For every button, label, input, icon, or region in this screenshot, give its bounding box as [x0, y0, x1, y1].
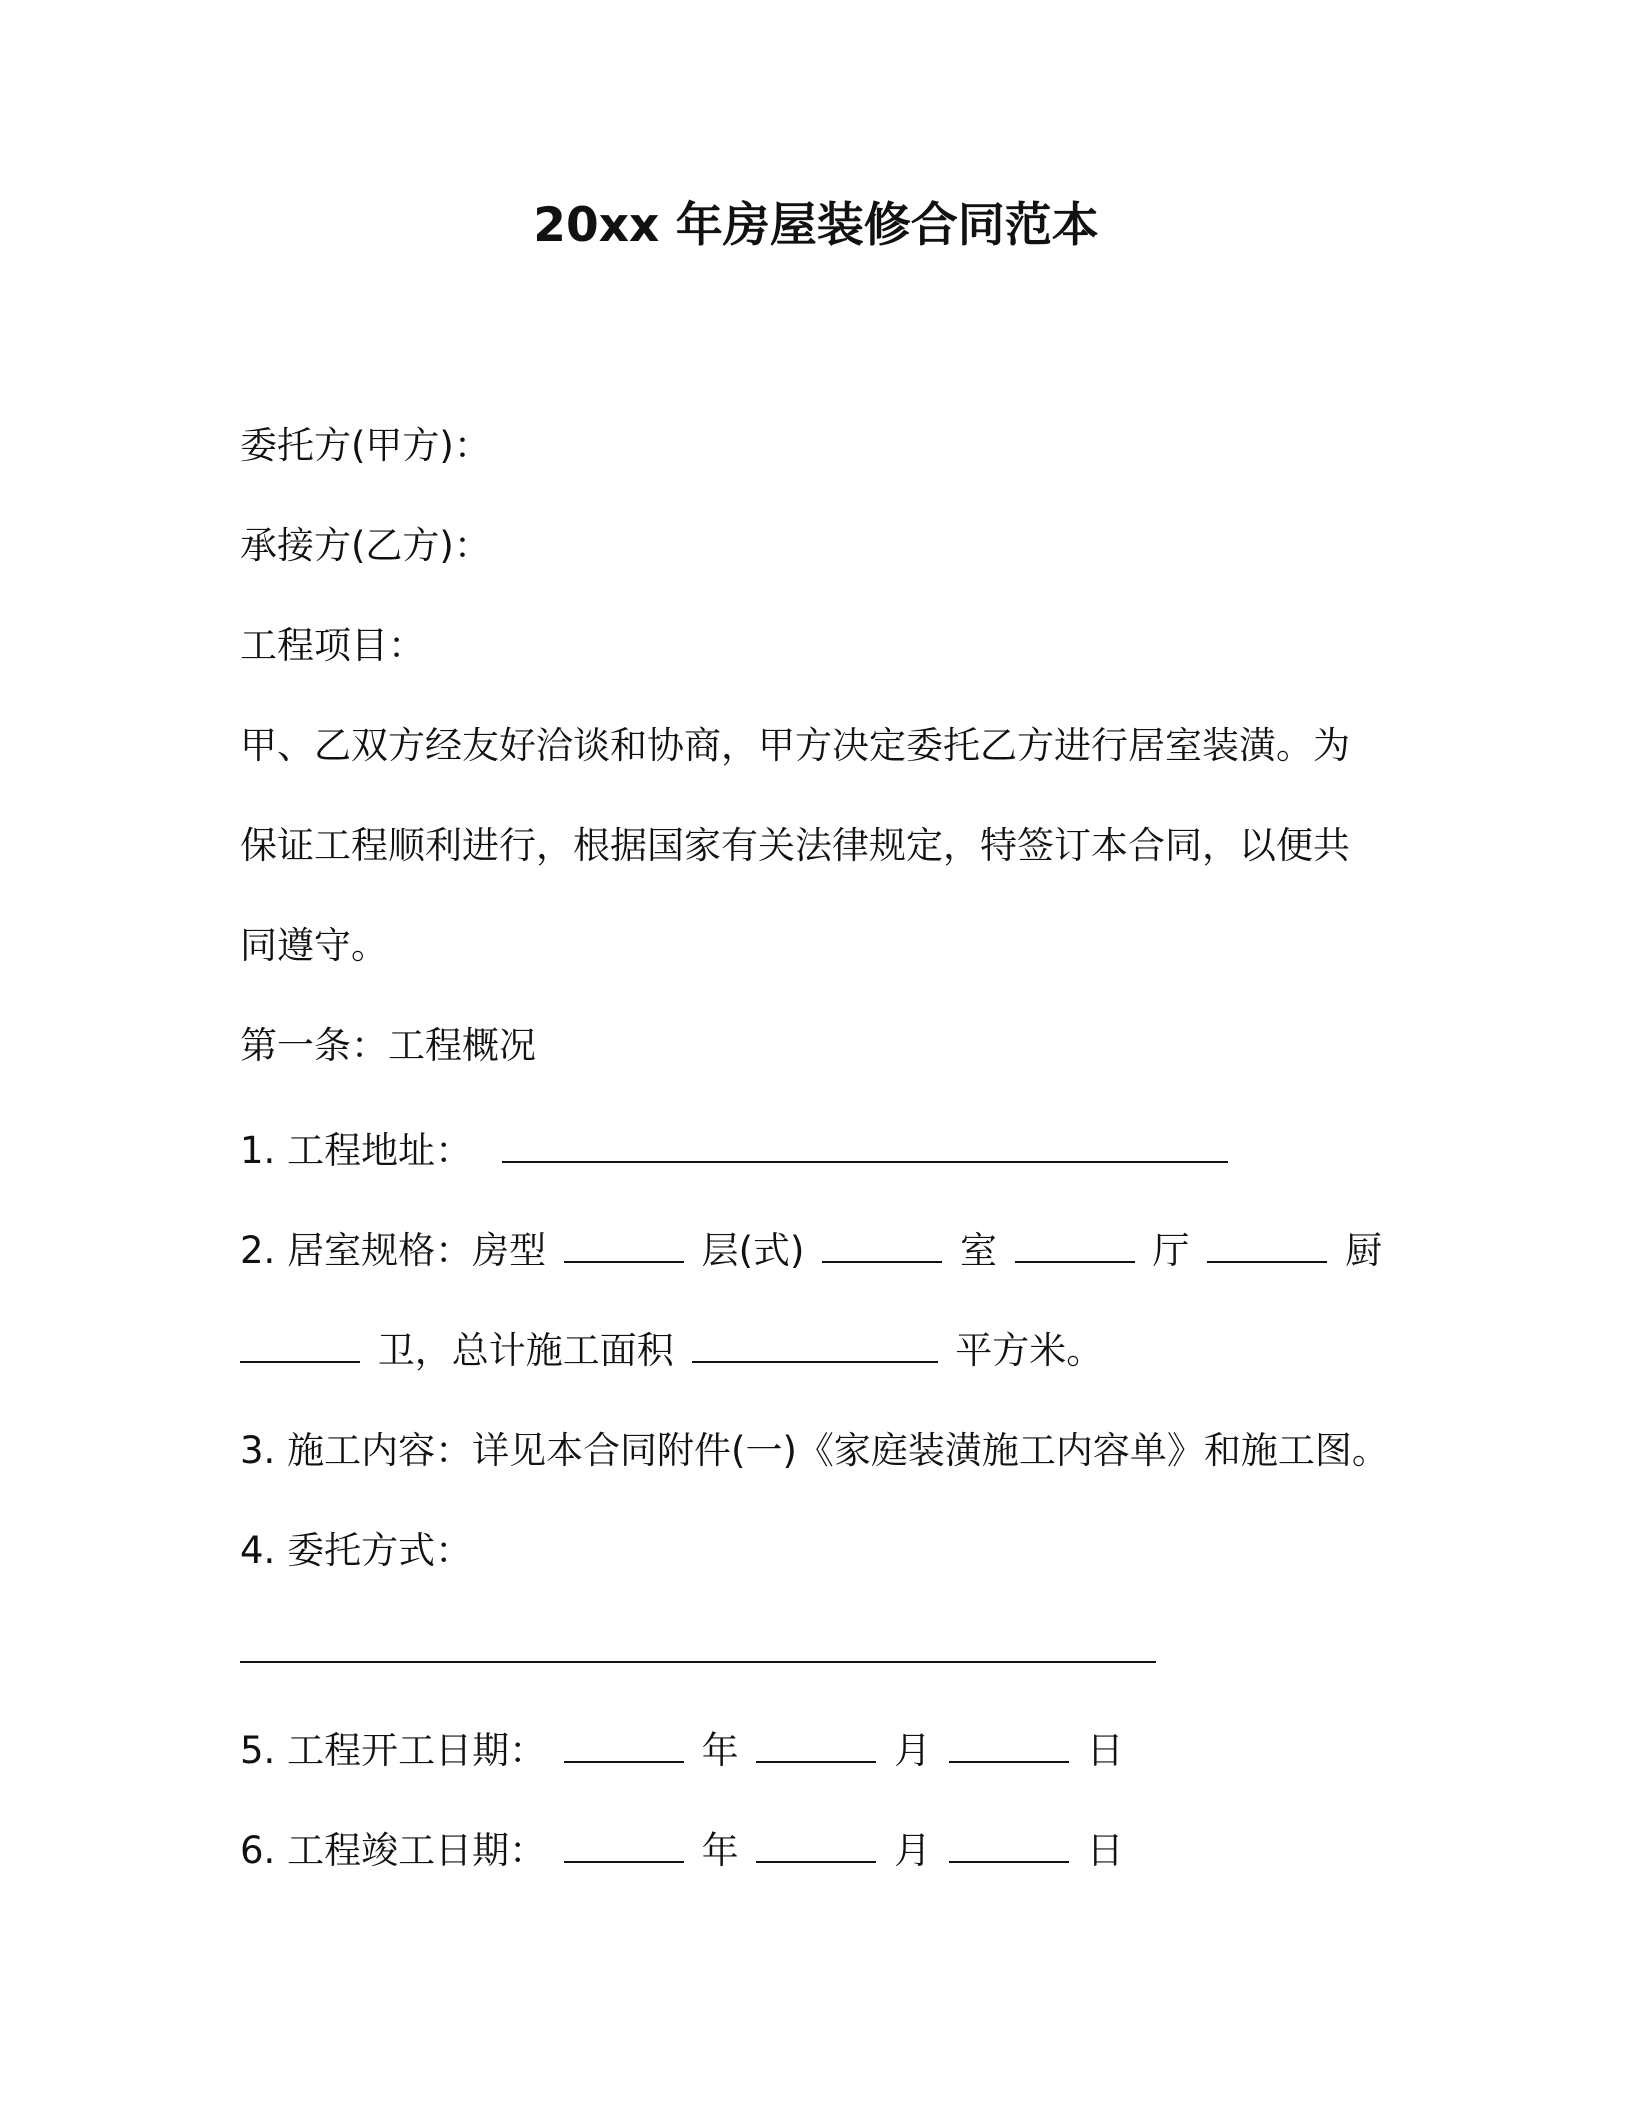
end-year-blank	[564, 1860, 684, 1863]
room-label: 室	[960, 1229, 998, 1272]
start-day-label: 日	[1086, 1729, 1124, 1772]
end-month-blank	[756, 1860, 876, 1863]
party-b-label: 承接方(乙方)：	[240, 524, 491, 567]
start-year-label: 年	[701, 1729, 739, 1772]
item-5-label: 5. 工程开工日期：	[240, 1729, 547, 1772]
kitchen-blank	[240, 1360, 360, 1363]
item-6-end-date-row	[240, 1826, 1124, 1876]
intro-paragraph-line-2: 保证工程顺利进行，根据国家有关法律规定，特签订本合同，以便共	[240, 824, 1350, 867]
item-3-content: 3. 施工内容：详见本合同附件(一)《家庭装潢施工内容单》和施工图。	[240, 1429, 1389, 1472]
start-day-blank	[949, 1760, 1069, 1763]
item-4-blank-row	[240, 1626, 1156, 1676]
item-2-label: 2. 居室规格：房型	[240, 1229, 547, 1272]
floor-label: 层(式)	[701, 1229, 805, 1272]
item-2-spec-row-1	[240, 1226, 1382, 1276]
end-month-label: 月	[894, 1829, 932, 1872]
kitchen-label: 厨	[1345, 1229, 1383, 1272]
start-month-label: 月	[894, 1729, 932, 1772]
room-type-blank	[564, 1260, 684, 1263]
item-4-label: 4. 委托方式：	[240, 1529, 473, 1572]
start-month-blank	[756, 1760, 876, 1763]
document-title: 20xx 年房屋装修合同范本	[533, 198, 1099, 253]
mode-blank	[240, 1660, 1156, 1663]
end-day-blank	[949, 1860, 1069, 1863]
floor-blank	[822, 1260, 942, 1263]
party-a-label: 委托方(甲方)：	[240, 424, 491, 467]
bath-area-label: 卫，总计施工面积	[377, 1329, 674, 1372]
intro-paragraph-line-3: 同遵守。	[240, 924, 388, 967]
room-blank	[1015, 1260, 1135, 1263]
article-1-heading: 第一条：工程概况	[240, 1024, 536, 1067]
address-blank	[502, 1160, 1228, 1163]
item-2-spec-row-2	[240, 1326, 1103, 1376]
area-unit-label: 平方米。	[955, 1329, 1104, 1372]
end-day-label: 日	[1086, 1829, 1124, 1872]
hall-label: 厅	[1152, 1229, 1190, 1272]
area-blank	[692, 1360, 938, 1363]
intro-paragraph-line-1: 甲、乙双方经友好洽谈和协商，甲方决定委托乙方进行居室装潢。为	[240, 724, 1350, 767]
end-year-label: 年	[701, 1829, 739, 1872]
item-6-label: 6. 工程竣工日期：	[240, 1829, 547, 1872]
item-1-label: 1. 工程地址：	[240, 1129, 473, 1172]
hall-blank	[1207, 1260, 1327, 1263]
item-1-address-row	[240, 1126, 1234, 1176]
start-year-blank	[564, 1760, 684, 1763]
project-label: 工程项目：	[240, 624, 425, 667]
item-5-start-date-row	[240, 1726, 1124, 1776]
